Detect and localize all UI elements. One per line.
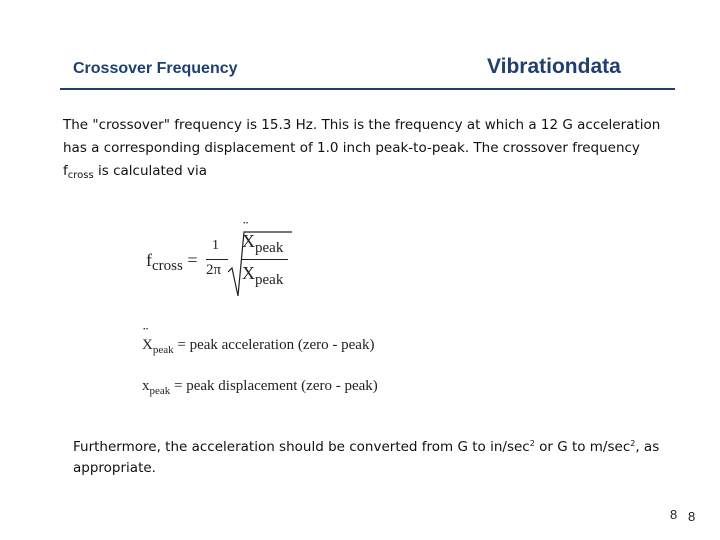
disp-symbol: X — [242, 263, 255, 283]
intro-line-3-text: is calculated via — [93, 163, 207, 179]
displacement-definition — [142, 378, 378, 397]
intro-paragraph — [63, 114, 663, 187]
fraction-denominator: 2π — [206, 262, 222, 278]
root-denominator — [242, 263, 283, 289]
root-denominator-sub: peak — [255, 272, 284, 288]
page-number-secondary: 8 — [688, 509, 696, 524]
slide-title: Crossover Frequency — [73, 60, 238, 77]
intro-line-3 — [63, 160, 663, 187]
disp-def-symbol: x — [142, 378, 150, 394]
fcross-symbol: f — [63, 163, 68, 179]
fraction-bar — [206, 259, 228, 260]
disp-def-text: = peak displacement (zero - peak) — [170, 378, 378, 394]
fcross-subscript: cross — [67, 170, 94, 181]
acceleration-definition — [142, 337, 374, 356]
fraction-numerator: 1 — [212, 238, 219, 253]
note-sup-2: 2 — [630, 439, 636, 448]
crossover-equation — [146, 228, 306, 300]
accel-def-symbol: ¨ X — [142, 337, 153, 354]
equation-lhs — [146, 250, 197, 275]
equals-sign: = — [187, 250, 198, 270]
accel-def-text: = peak acceleration (zero - peak) — [173, 337, 375, 353]
root-numerator-sub: peak — [255, 240, 284, 256]
accel-symbol: ¨ X — [242, 231, 255, 252]
accel-def-sub: peak — [152, 344, 174, 356]
lhs-subscript: cross — [152, 258, 183, 274]
intro-line-2: has a corresponding displacement of 1.0 inch peak-to-peak. The crossover frequency — [63, 140, 640, 156]
note-part-2: or G to m/sec — [534, 439, 631, 455]
root-numerator — [242, 231, 283, 257]
note-sup-1: 2 — [529, 439, 535, 448]
brand-title: Vibrationdata — [487, 55, 621, 78]
disp-def-sub: peak — [149, 385, 171, 397]
lhs-symbol: f — [146, 250, 152, 270]
header-rule — [60, 88, 675, 90]
conversion-note — [73, 433, 673, 479]
root-fraction-bar — [242, 259, 288, 260]
intro-line-1: The "crossover" frequency is 15.3 Hz. This is the frequency at which a 12 G acceleration — [63, 117, 661, 133]
note-part-1: Furthermore, the acceleration should be converted from G to in/sec — [73, 439, 530, 455]
note-part-3: , as appropriate. — [73, 439, 660, 476]
page-number: 8 — [670, 507, 678, 522]
